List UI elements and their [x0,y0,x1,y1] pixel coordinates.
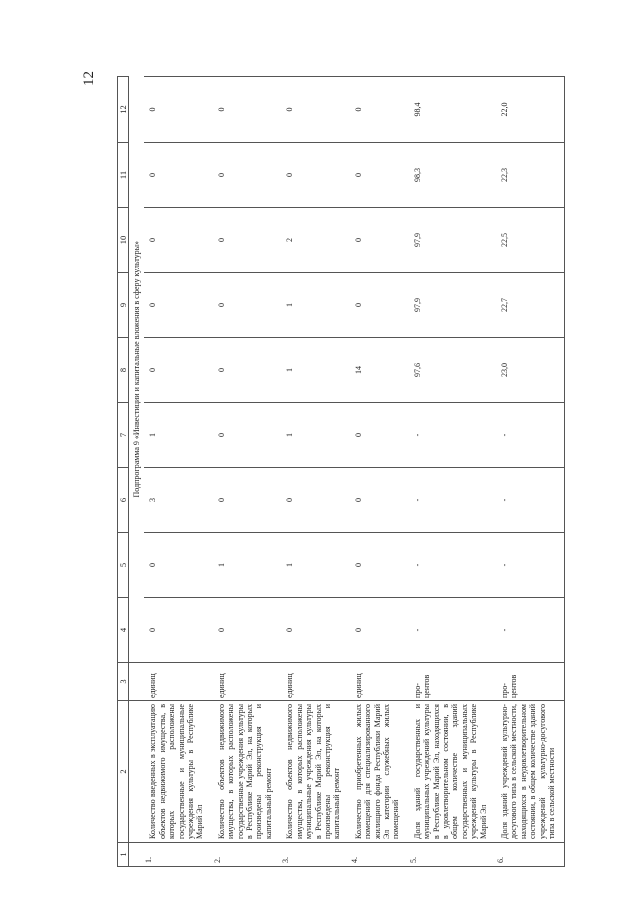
unit: про-центов [409,663,496,701]
value-cell: 23,0 [496,338,565,403]
value-cell: 2 [281,208,349,273]
unit: единиц [213,663,281,701]
value-cell: 0 [350,77,409,143]
column-header: 7 [118,403,129,468]
value-cell: - [409,403,496,468]
column-header: 1 [118,843,129,867]
value-cell: 0 [213,468,281,533]
unit: единиц [281,663,349,701]
unit: про-центов [496,663,565,701]
table-row [144,77,212,867]
value-cell: 0 [281,77,349,143]
column-header: 6 [118,468,129,533]
value-cell: - [409,468,496,533]
value-cell: 0 [350,143,409,208]
value-cell: 0 [281,143,349,208]
indicator-name: Доля зданий учреждений культурно-досугового типа в сельской местности, находящихся в неудовлетворительном состоянии, в общем количестве зданий учреждений культурно-досугового типа в сельской местности [496,701,565,843]
unit: единиц [144,663,212,701]
value-cell: 97,6 [409,338,496,403]
value-cell: 22,3 [496,143,565,208]
value-cell: 0 [350,403,409,468]
value-cell: 0 [144,208,212,273]
column-header: 4 [118,598,129,663]
indicator-name: Количество приобретенных жилых помещений для специализированного жилищного фонда Республики Марий Эл категории служебных жилых помещений [350,701,409,843]
value-cell: 14 [350,338,409,403]
row-number: 6. [496,843,565,867]
table-row [281,77,349,867]
column-header: 11 [118,143,129,208]
value-cell: 0 [144,533,212,598]
rotated-page-content [117,77,557,867]
value-cell: 0 [350,533,409,598]
value-cell: 98,3 [409,143,496,208]
value-cell: 0 [144,273,212,338]
value-cell: 22,5 [496,208,565,273]
value-cell: - [496,468,565,533]
value-cell: 0 [213,208,281,273]
indicator-name: Количество объектов недвижимого имущества, в которых расположены государственные учреждения культуры в Республике Марий Эл, на которых произведены реконструкция и капитальный ремонт [213,701,281,843]
column-header: 9 [118,273,129,338]
value-cell: 0 [144,598,212,663]
value-cell: 0 [213,143,281,208]
value-cell: 0 [350,598,409,663]
value-cell: 0 [213,77,281,143]
unit: единиц [350,663,409,701]
column-header: 10 [118,208,129,273]
value-cell: 1 [213,533,281,598]
value-cell: 0 [350,273,409,338]
value-cell: 1 [281,533,349,598]
value-cell: 0 [144,77,212,143]
row-number: 2. [213,843,281,867]
table-row [409,77,496,867]
value-cell: 0 [281,598,349,663]
indicators-table [117,76,565,867]
value-cell: 1 [281,273,349,338]
value-cell: 98,4 [409,77,496,143]
row-number: 4. [350,843,409,867]
indicator-name: Количество введенных в эксплуатацию объектов недвижимого имущества, в которых расположены государственные и муниципальные учреждения культуры в Республике Марий Эл [144,701,212,843]
value-cell: - [409,533,496,598]
column-header: 3 [118,663,129,701]
indicator-name: Количество объектов недвижимого имущества, в которых расположены муниципальные учреждения культуры в Республике Марий Эл, на которых произведены реконструкция и капитальный ремонт [281,701,349,843]
value-cell: 3 [144,468,212,533]
value-cell: 0 [350,468,409,533]
value-cell: 1 [144,403,212,468]
column-header: 5 [118,533,129,598]
column-header: 12 [118,77,129,143]
page-number: 12 [81,71,97,86]
subprogram-row [129,77,145,867]
table-row [350,77,409,867]
value-cell: 1 [281,403,349,468]
value-cell: 0 [144,338,212,403]
column-header: 2 [118,701,129,843]
value-cell: 22,7 [496,273,565,338]
row-number: 5. [409,843,496,867]
value-cell: 97,9 [409,208,496,273]
table-row [213,77,281,867]
column-header: 8 [118,338,129,403]
table-row [496,77,565,867]
value-cell: - [496,403,565,468]
value-cell: - [496,598,565,663]
value-cell: 0 [213,598,281,663]
value-cell: 0 [281,468,349,533]
value-cell: 0 [213,273,281,338]
row-number: 3. [281,843,349,867]
value-cell: 22,0 [496,77,565,143]
value-cell: 0 [144,143,212,208]
indicator-name: Доля зданий государственных и муниципальных учреждений культуры в Республике Марий Эл, находящихся в удовлетворительном состоянии, в общем количестве зданий государственных и муниципальных учреждений культуры в Республике Марий Эл [409,701,496,843]
value-cell: 0 [350,208,409,273]
value-cell: 0 [213,403,281,468]
subprogram-title: Подпрограмма 9 «Инвестиции и капитальные вложения в сферу культуры» [132,241,141,498]
row-number: 1. [144,843,212,867]
value-cell: 1 [281,338,349,403]
value-cell: - [409,598,496,663]
column-number-row [118,77,129,867]
value-cell: 97,9 [409,273,496,338]
value-cell: 0 [213,338,281,403]
value-cell: - [496,533,565,598]
